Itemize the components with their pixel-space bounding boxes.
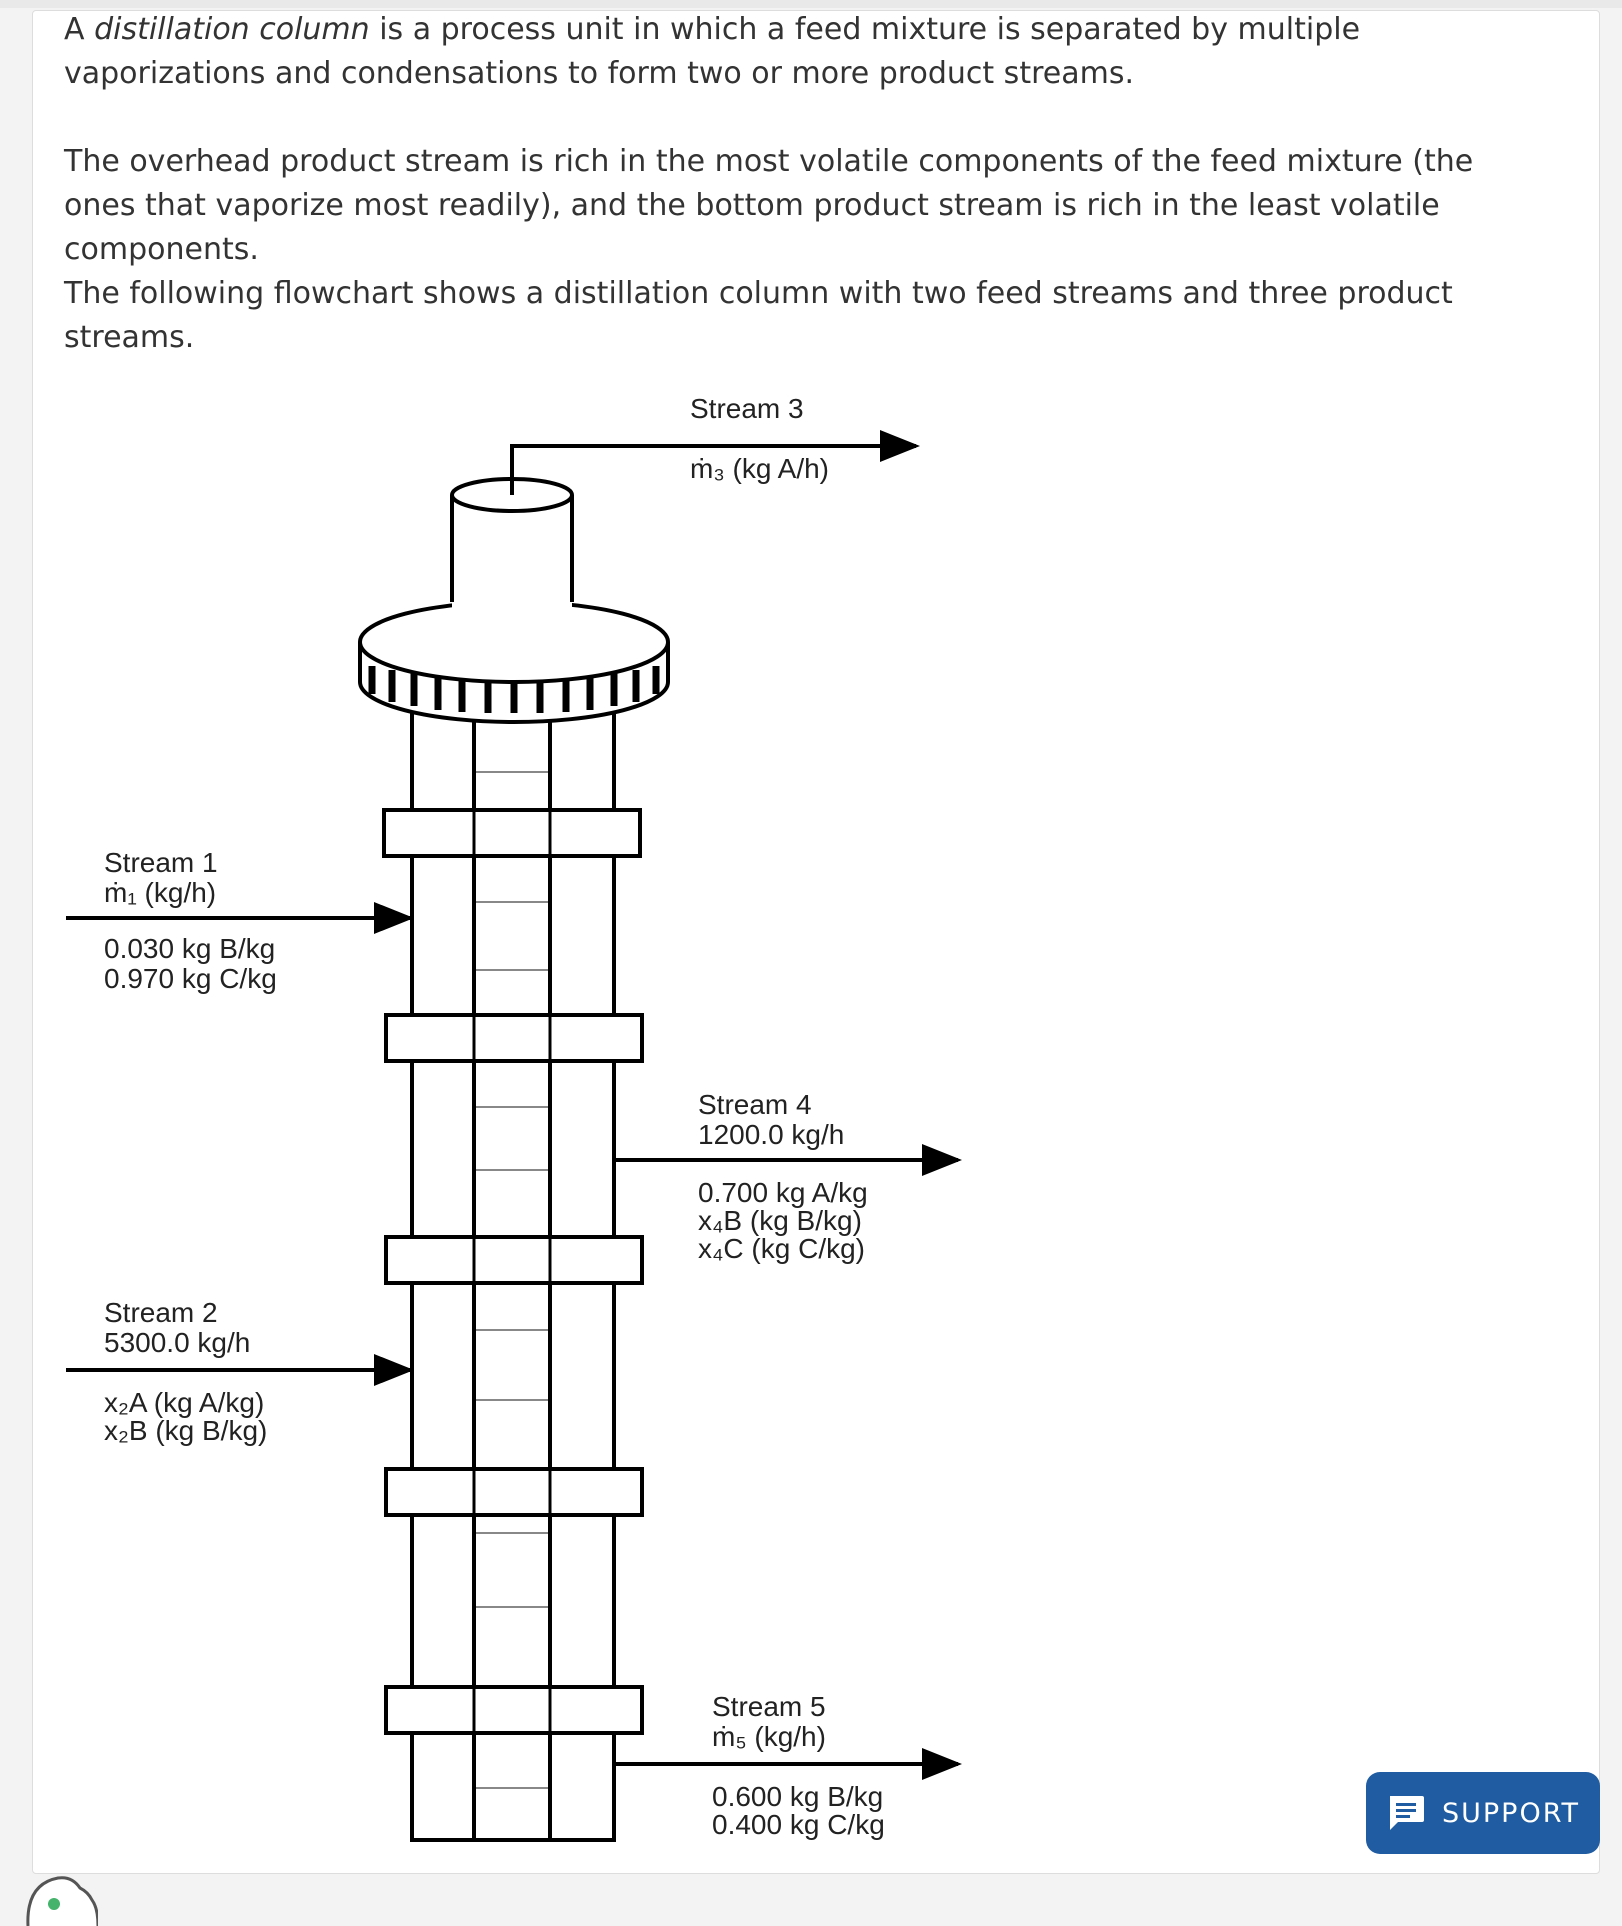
stream1-name: Stream 1 bbox=[104, 847, 218, 878]
intro-paragraph-1: A distillation column is a process unit in which a feed mixture is separated by multiple vaporizations and condensations to form two or more product streams. bbox=[64, 12, 1361, 91]
stream2-comp-b: x₂B (kg B/kg) bbox=[104, 1415, 268, 1446]
support-button[interactable] bbox=[1366, 1772, 1600, 1854]
intro-paragraph-3: The following flowchart shows a distillation column with two feed streams and three product streams. bbox=[64, 276, 1453, 355]
stream2-flow: 5300.0 kg/h bbox=[104, 1327, 251, 1358]
stream3-flow: ṁ₃ (kg A/h) bbox=[690, 453, 829, 484]
stream1-comp-b: 0.030 kg B/kg bbox=[104, 933, 276, 964]
distillation-flowchart bbox=[0, 370, 1622, 1870]
top-bar bbox=[0, 0, 1622, 8]
stream1-comp-c: 0.970 kg C/kg bbox=[104, 963, 277, 994]
stream4-comp-b: x₄B (kg B/kg) bbox=[698, 1205, 862, 1236]
intro-paragraph-2: The overhead product stream is rich in the most volatile components of the feed mixture (the ones that vaporize most readily), and the bottom product stream is rich in the least volatile components. bbox=[64, 144, 1474, 267]
stream5-comp-b: 0.600 kg B/kg bbox=[712, 1781, 884, 1812]
stream4-name: Stream 4 bbox=[698, 1089, 812, 1120]
stream4-comp-a: 0.700 kg A/kg bbox=[698, 1177, 868, 1208]
distillation-column-term: distillation column bbox=[94, 12, 370, 47]
stream5-name: Stream 5 bbox=[712, 1691, 826, 1722]
stream2-name: Stream 2 bbox=[104, 1297, 218, 1328]
support-label: SUPPORT bbox=[1442, 1797, 1581, 1829]
stream4-flow: 1200.0 kg/h bbox=[698, 1119, 845, 1150]
stream5-flow: ṁ₅ (kg/h) bbox=[712, 1721, 826, 1752]
stream2-comp-a: x₂A (kg A/kg) bbox=[104, 1387, 265, 1418]
column-top-drum bbox=[452, 479, 572, 635]
column-flanges bbox=[384, 810, 642, 1733]
chat-icon bbox=[1386, 1794, 1426, 1832]
stream5-comp-c: 0.400 kg C/kg bbox=[712, 1809, 885, 1840]
stream3-name: Stream 3 bbox=[690, 393, 804, 424]
stream4-comp-c: x₄C (kg C/kg) bbox=[698, 1233, 866, 1264]
stream1-flow: ṁ₁ (kg/h) bbox=[104, 877, 217, 908]
cookie-icon[interactable] bbox=[18, 1866, 98, 1926]
